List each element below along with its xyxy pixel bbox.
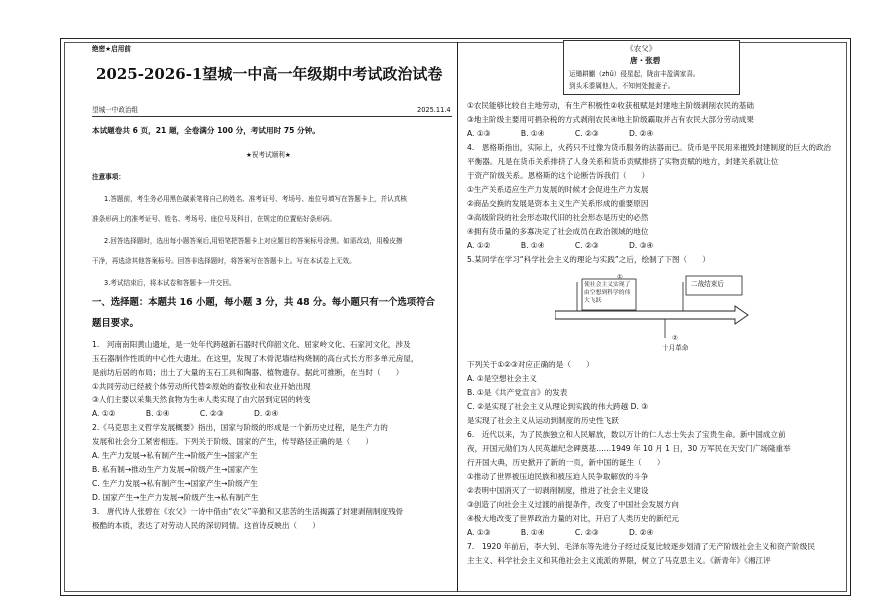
section-title-cont: 题目要求。 (92, 318, 139, 329)
poem-line: 到头禾黍属他人，不知何处抛妻子。 (569, 82, 675, 90)
question-line: 下列关于①②③对应正确的是（ ） (467, 360, 594, 369)
answer-options: A. ①③ B. ①④ C. ②③ D. ②④ (467, 129, 654, 138)
notice-title: 注意事项： (92, 173, 125, 181)
answer-option: C. ②是实现了社会主义从理论到实践的伟大跨越 D. ③ (467, 402, 649, 411)
question-line: 1. 河南南阳黄山遗址，是一处年代跨越新石器时代仰韶文化、屈家岭文化、石家河文化，涉及 (92, 340, 411, 349)
school-name: 望城一中政治组 (92, 106, 139, 114)
answer-option: A. 生产力发展→私有制产生→阶级产生→国家产生 (92, 451, 258, 460)
notice-line: 3.考试结束后，将本试卷和答题卡一并交回。 (104, 279, 236, 287)
answer-option: C. 生产力发展→私有制产生→国家产生→阶级产生 (92, 479, 258, 488)
question-line: 极酷的本质，表达了对劳动人民的深切同情。这首诗反映出（ ） (92, 521, 320, 530)
section-title: 一、选择题：本题共 16 小题，每小题 3 分，共 48 分。每小题只有一个选项符合 (92, 297, 435, 308)
notice-line: 2.回答选择题时，选出每小题答案后,用铅笔把答题卡上对应题目的答案标号涂黑。如需改动，用橡皮擦 (104, 237, 403, 245)
timeline-marker-1: ① (617, 273, 623, 281)
question-line: 于资产阶级关系。恩格斯的这个论断告诉我们（ ） (467, 171, 650, 180)
question-line: ④拥有货币量的多寡决定了社会成员在政治领域的地位 (467, 227, 649, 236)
question-line: 玉石器制作性质的中心性大遗址。在这里，发现了木骨泥墙结构烧制的高台式长方形多单元房屋， (92, 354, 419, 363)
question-line: ①推动了世界被压迫民族和被压迫人民争取解放的斗争 (467, 472, 649, 481)
question-line: ③创造了向社会主义过渡的前提条件，改变了中国社会发展方向 (467, 500, 679, 509)
question-line: 6. 近代以来，为了民族独立和人民解放，数以万计的仁人志士失去了宝贵生命。新中国成立前 (467, 430, 786, 439)
question-line: ①共同劳动已经被个体劳动所代替②原始的畜牧业和农业开始出现 (92, 382, 311, 391)
column-divider (457, 42, 458, 592)
question-line: 发展和社会分工紧密相连。下列关于阶级、国家的产生，传导路径正确的是（ ） (92, 437, 373, 446)
notice-line: 1.答题前，考生务必用黑色碳素笔将自己的姓名、准考证号、考场号、座位号填写在答题卡上，并认真核 (104, 195, 408, 203)
answer-option: 是实现了社会主义从运动到制度的历史性飞跃 (467, 416, 619, 425)
question-line: 5.某同学在学习“科学社会主义的理论与实践”之后，绘制了下图（ ） (467, 255, 710, 264)
question-line: 2.《马克思主义哲学发展概要》指出，国家与阶级的形成是一个新历史过程，是生产力的 (92, 423, 388, 432)
timeline-box-1-text: 大飞跃 (584, 298, 602, 304)
question-line: ①农民能够比较自主地劳动，有生产积极性②收获租赋是封建地主阶级剥削农民的基础 (467, 101, 754, 110)
answer-options: A. ①③ B. ①④ C. ②③ D. ②④ (467, 528, 654, 537)
question-line: 主主义、科学社会主义和其他社会主义流派的界限，树立了马克思主义。《新青年》《湘江评 (467, 556, 771, 565)
poem-line: 运锄耕劚（zhǔ）侵星起，陇亩丰盈满家喜。 (569, 70, 700, 78)
timeline-marker-2: ② (672, 334, 678, 342)
timeline-box-2-text: 二战结束后 (691, 280, 724, 288)
exam-title-year: 2025-2026-1 (96, 65, 203, 83)
header-rule (92, 116, 452, 117)
timeline-box-1-text: 由空想到科学的伟 (584, 290, 631, 296)
question-line: ③人们主要以采集天然食物为生④人类实现了由穴居到定居的转变 (92, 395, 311, 404)
answer-option: B. ①是《共产党宣言》的发表 (467, 388, 568, 397)
timeline-label-2: 十月革命 (662, 344, 689, 352)
question-line: ①生产关系适应生产力发展的时候才会促进生产力发展 (467, 185, 649, 194)
answer-option: A. ①是空想社会主义 (467, 374, 537, 383)
question-line: ③地主阶级主要用可捐杂税的方式剥削农民④地主阶级霸取并占有农民大部分劳动成果 (467, 115, 754, 124)
question-line: ②表明中国消灭了一切剥削制度，推进了社会主义建设 (467, 486, 649, 495)
question-line: ②商品交换的发展是资本主义生产关系形成的重要原因 (467, 199, 649, 208)
timeline-box-1-text: 使社会主义实现了 (584, 282, 631, 288)
question-line: 4. 恩格斯指出，实际上，火药只不过像为货币服务的法器而已。货币是平民用来摧毁封建制度的巨大的政治 (467, 143, 832, 152)
poem-author: 唐・张碧 (630, 56, 661, 65)
answer-options: A. ①② B. ①④ C. ②③ D. ③④ (467, 241, 654, 250)
answer-option: B. 私有制→推动生产力发展→阶级产生→国家产生 (92, 465, 258, 474)
exam-title (96, 65, 442, 83)
question-line: 7. 1920 年前后，李大钊、毛泽东等先进分子经过反复比较逐步划清了无产阶级社会主义和资产阶级民 (467, 542, 815, 551)
question-line: 平衡器。凡是在货币关系排挤了人身关系和货币贡赋排挤了实物贡赋的地方，封建关系就让位 (467, 157, 779, 166)
question-line: 3. 唐代诗人张碧在《农父》一诗中借由“农父”辛勤和又悲苦的生活揭露了封建剥削制度残骨 (92, 507, 404, 516)
answer-option: D. 国家产生→生产力发展→阶级产生→私有制产生 (92, 493, 259, 502)
secret-label: 绝密★启用前 (92, 45, 131, 53)
answer-options: A. ①② B. ①④ C. ②③ D. ②④ (92, 409, 279, 418)
question-line: 是前坊后居的布局；出土了大量的玉石工具和陶器、植物遗存。据此可推断，在当时（ ） (92, 368, 404, 377)
exam-title-text: 望城一中高一年级期中考试政治试卷 (202, 65, 443, 83)
question-line: ④极大地改变了世界政治力量的对比，开启了人类历史的新纪元 (467, 514, 679, 523)
notice-line: 干净，再选涂其他答案标号。回答非选择题时，将答案写在答题卡上。写在本试卷上无效。 (92, 257, 356, 265)
poem-title: 《农父》 (626, 44, 657, 53)
question-line: 夜，开国元勋们为人民英雄纪念碑奠基……1949 年 10 月 1 日，30 万军民在天安门广场隆重举 (467, 444, 791, 453)
question-line: 行开国大典，历史掀开了新的一页，新中国的诞生（ ） (467, 458, 665, 467)
notice-line: 准条形码上的准考证号、姓名、考场号、座位号及科目，在规定的位置贴好条形码。 (92, 215, 336, 223)
poem-box (563, 40, 740, 95)
exam-date: 2025.11.4 (417, 106, 451, 114)
question-line: ③高级阶段的社会形态取代旧的社会形态是历史的必然 (467, 213, 649, 222)
exam-info: 本试题卷共 6 页，21 题，全卷满分 100 分，考试用时 75 分钟。 (92, 126, 320, 135)
wish-line: ★祝考试顺利★ (246, 151, 291, 159)
